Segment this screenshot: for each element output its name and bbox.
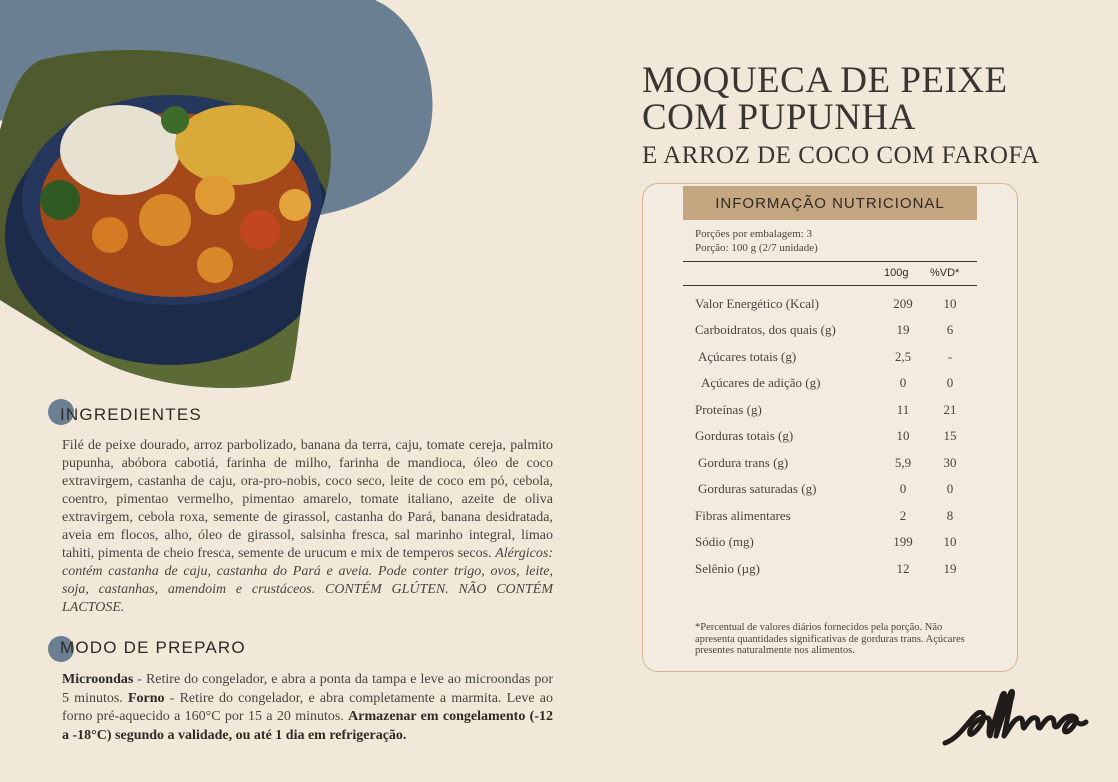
nutrient-label: Gorduras totais (g) [695,428,794,443]
nutrient-vd: 8 [946,508,954,523]
table-row [695,455,975,475]
nutrient-value: 5,9 [894,455,912,470]
nutrient-vd: - [947,349,953,364]
product-title [642,62,1040,171]
nutrient-label: Carboidratos, dos quais (g) [695,322,836,337]
nutrition-footnote: *Percentual de valores diários fornecidos pela porção. Não apresenta quantidades significativas de gorduras trans. Açúcares presentes naturalmente nos alimentos. [695,622,965,656]
nutrient-vd: 10 [943,534,957,549]
column-header-100g: 100g [884,267,909,279]
allergens-notice: Alérgicos: contém castanha de caju, castanha do Pará e aveia. Pode conter trigo, ovos, leite, soja, castanhas, amendoim e crustáceos. CONTÉM GLÚTEN. NÃO CONTÉM LACTOSE. [62,546,554,615]
table-row [695,349,975,369]
nutrient-vd: 19 [943,561,957,576]
nutrient-value: 0 [899,481,907,496]
oven-instructions: - Retire do congelador, e abra completamente a marmita. Leve ao forno pré-aquecido a 160°C por 15 a 20 minutos. [62,690,553,724]
portions-per-package: Porções por embalagem: 3 [695,228,812,240]
nutrient-vd: 0 [946,481,954,496]
nutrient-label: Proteínas (g) [695,402,762,417]
ingredients-list: Filé de peixe dourado, arroz parbolizado, banana da terra, caju, tomate cereja, palmito pupunha, abóbora cabotiá, farinha de milho, farinha de mandioca, óleo de coco extravirgem, castanha de caju, ora-pro-nobis, coco seco, leite de coco em pó, cebola, coentro, pimentao vermelho, pimentao amarelo, tomate italiano, azeite de oliva extravirgem, cebola roxa, semente de girassol, castanha do Pará, banana desidratada, aveia em flocos, alho, óleo de girassol, salsinha fresca, sal marinho integral, limao tahiti, pimenta de cheio fresca, semente de urucum e mix de temperos secos. [62,438,553,561]
nutrient-label: Açúcares totais (g) [698,349,797,364]
nutrition-header: INFORMAÇÃO NUTRICIONAL [683,186,977,220]
nutrient-vd: 15 [943,428,957,443]
nutrient-label: Valor Energético (Kcal) [695,296,819,311]
nutrient-label: Gordura trans (g) [698,455,789,470]
table-row [695,296,975,316]
microwave-instructions: - Retire do congelador, e abra a ponta da tampa e leve ao microondas por 5 minutos. [62,672,553,706]
nutrient-label: Sódio (mg) [695,534,754,549]
nutrient-value: 209 [893,296,913,311]
nutrient-value: 2,5 [894,349,912,364]
oven-label: Forno [128,690,165,706]
allma-logo [940,688,1090,753]
title-subtitle: E ARROZ DE COCO COM FAROFA [642,142,1040,169]
table-row [695,322,975,342]
nutrient-value: 12 [896,561,910,576]
ingredients-heading: INGREDIENTES [60,405,202,424]
nutrient-vd: 0 [946,375,954,390]
nutrient-vd: 21 [943,402,957,417]
nutrient-value: 199 [893,534,913,549]
table-row [695,375,975,395]
portion-info [695,227,818,255]
table-rule-top [683,261,977,262]
preparation-text [62,671,553,745]
preparation-heading: MODO DE PREPARO [60,638,246,657]
table-row [695,561,975,581]
storage-instructions: Armazenar em congelamento (-12 a -18°C) segundo a validade, ou até 1 dia em refrigeração. [62,709,553,743]
nutrient-vd: 10 [943,296,957,311]
dish-photo [0,0,440,395]
title-line-1: MOQUECA DE PEIXE [642,60,1008,101]
table-row [695,534,975,554]
microwave-label: Microondas [62,672,134,687]
nutrient-value: 2 [899,508,907,523]
nutrient-vd: 30 [943,455,957,470]
nutrient-vd: 6 [946,322,954,337]
ingredients-text [62,437,553,617]
nutrient-value: 10 [896,428,910,443]
nutrition-facts-card [642,183,1018,672]
table-row [695,481,975,501]
title-line-2: COM PUPUNHA [642,97,916,138]
table-rule-header [683,285,977,286]
nutrient-value: 0 [899,375,907,390]
table-row [695,428,975,448]
column-header-vd: %VD* [930,267,960,279]
nutrient-label: Selênio (µg) [695,561,760,576]
nutrient-label: Fibras alimentares [695,508,791,523]
nutrient-value: 19 [896,322,910,337]
table-row [695,508,975,528]
nutrient-label: Gorduras saturadas (g) [698,481,817,496]
nutrient-label: Açúcares de adição (g) [701,375,821,390]
portion-size: Porção: 100 g (2/7 unidade) [695,242,818,254]
table-row [695,402,975,422]
nutrient-value: 11 [896,402,910,417]
